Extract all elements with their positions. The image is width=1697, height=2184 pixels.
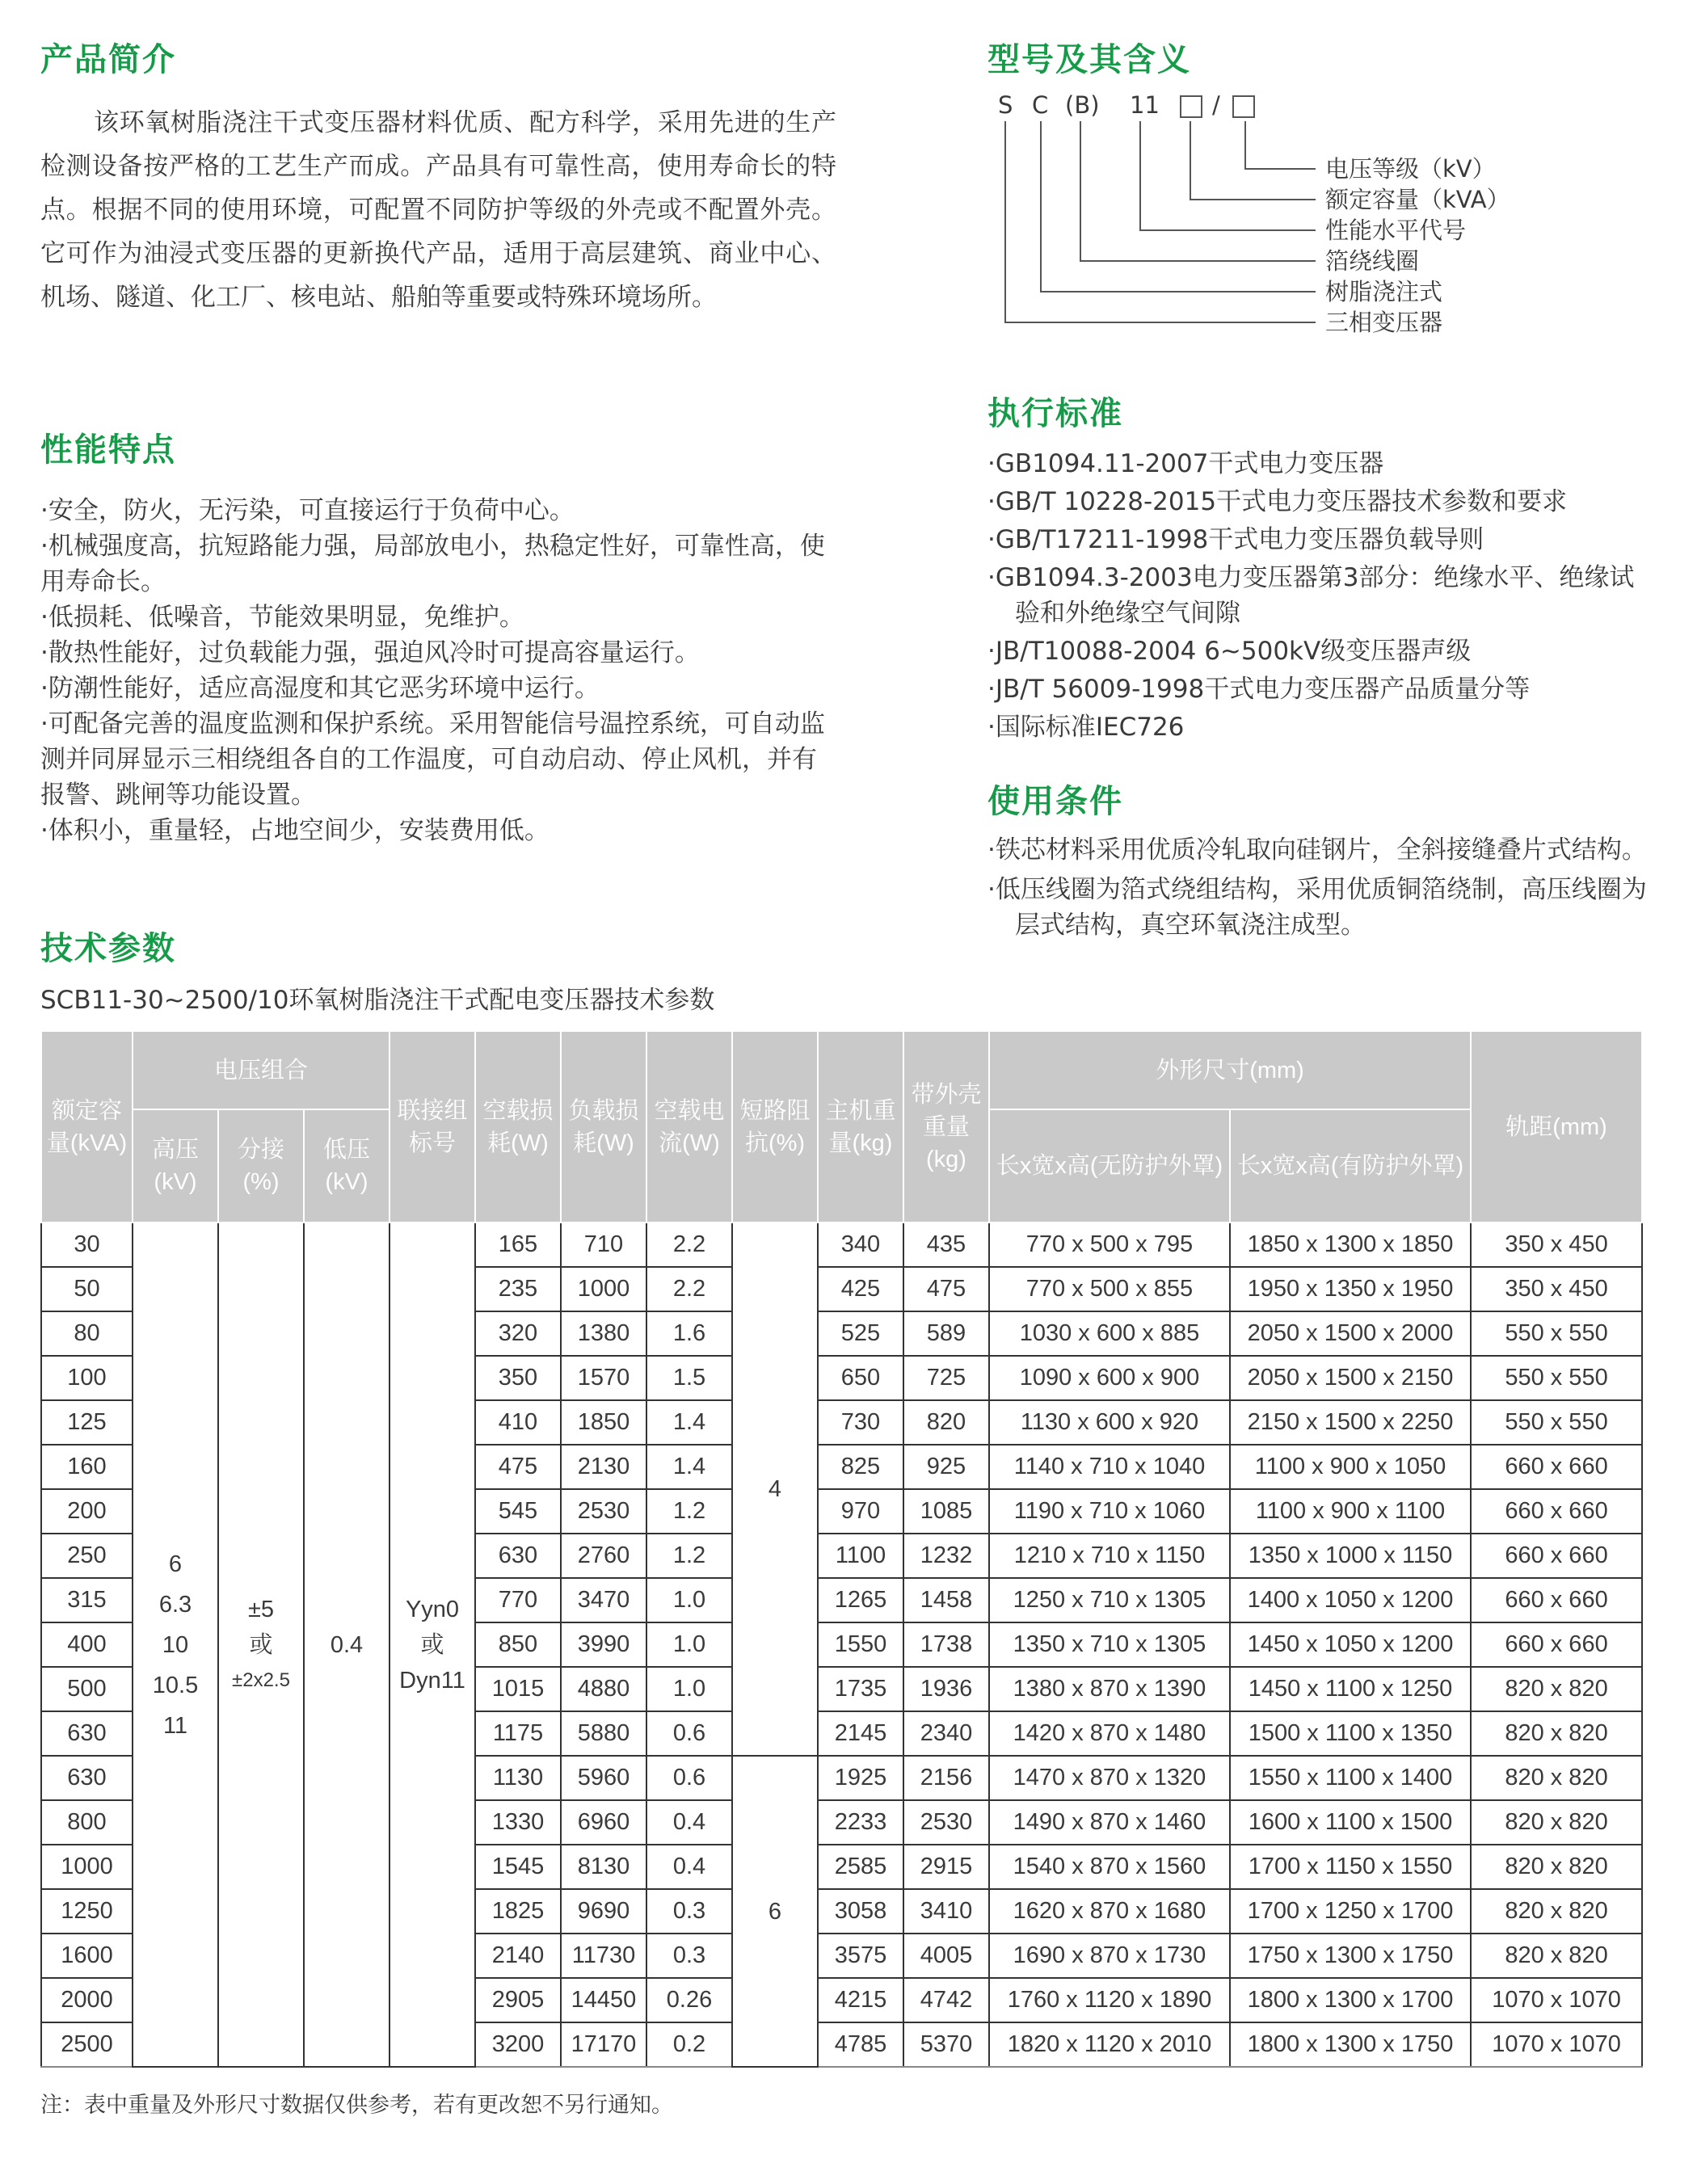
cell-shell-weight: 1936	[903, 1667, 989, 1711]
standard-item: ·GB1094.11-2007干式电力变压器	[987, 449, 1384, 478]
cell-track: 660 x 660	[1471, 1622, 1642, 1667]
model-code-b: (B)	[1065, 91, 1100, 119]
cell-dim-shell: 1100 x 900 x 1100	[1230, 1489, 1471, 1534]
model-code-slash: /	[1212, 91, 1220, 119]
cell-capacity: 250	[41, 1534, 133, 1578]
feature-item: ·低损耗、低噪音，节能效果明显，免维护。	[40, 603, 524, 632]
cell-main-weight: 2585	[818, 1845, 903, 1889]
cell-no-load-loss: 630	[475, 1534, 561, 1578]
conditions-title: 使用条件	[987, 783, 1123, 820]
cell-dim-no-shell: 1140 x 710 x 1040	[989, 1445, 1230, 1489]
cell-load-loss: 1380	[561, 1311, 646, 1356]
cell-no-load-loss: 1130	[475, 1756, 561, 1800]
standard-item: ·JB/T 56009-1998干式电力变压器产品质量分等	[987, 675, 1531, 704]
features-title: 性能特点	[40, 431, 176, 469]
cell-main-weight: 650	[818, 1356, 903, 1400]
cell-dim-no-shell: 1420 x 870 x 1480	[989, 1711, 1230, 1756]
cell-no-load-loss: 410	[475, 1400, 561, 1445]
th-no-load-loss: 空载损耗(W)	[475, 1031, 561, 1222]
cell-track: 550 x 550	[1471, 1356, 1642, 1400]
cell-dim-no-shell: 1760 x 1120 x 1890	[989, 1978, 1230, 2022]
cell-capacity: 1250	[41, 1889, 133, 1934]
standard-item: ·GB1094.3-2003电力变压器第3部分：绝缘水平、绝缘试验和外绝缘空气间隙	[987, 563, 1635, 628]
cell-no-load-loss: 1330	[475, 1800, 561, 1845]
cell-capacity: 400	[41, 1622, 133, 1667]
cell-connection-line: Yyn0	[405, 1596, 460, 1622]
cell-load-loss: 6960	[561, 1800, 646, 1845]
feature-item: ·散热性能好，过负载能力强，强迫风冷时可提高容量运行。	[40, 638, 700, 667]
cell-no-load-loss: 2905	[475, 1978, 561, 2022]
cell-load-loss: 9690	[561, 1889, 646, 1934]
cell-impedance	[732, 1222, 818, 1756]
cell-main-weight: 4215	[818, 1978, 903, 2022]
cell-shell-weight: 820	[903, 1400, 989, 1445]
standard-item: ·GB/T17211-1998干式电力变压器负载导则	[987, 525, 1484, 554]
cell-no-load-current: 1.4	[646, 1445, 732, 1489]
cell-load-loss: 14450	[561, 1978, 646, 2022]
cell-no-load-current: 0.3	[646, 1934, 732, 1978]
feature-item: ·防潮性能好，适应高湿度和其它恶劣环境中运行。	[40, 674, 600, 703]
standard-item: ·JB/T10088-2004 6~500kV级变压器声级	[987, 637, 1472, 666]
cell-capacity: 800	[41, 1800, 133, 1845]
cell-tap-line: ±2x2.5	[232, 1669, 290, 1691]
th-tap: 分接(%)	[218, 1109, 304, 1222]
model-label-resin: 树脂浇注式	[1325, 278, 1443, 305]
cell-main-weight: 1735	[818, 1667, 903, 1711]
model-bracket	[1040, 291, 1316, 292]
cell-shell-weight: 2340	[903, 1711, 989, 1756]
cell-dim-no-shell: 1030 x 600 x 885	[989, 1311, 1230, 1356]
cell-dim-shell: 1750 x 1300 x 1750	[1230, 1934, 1471, 1978]
cell-no-load-loss: 2140	[475, 1934, 561, 1978]
cell-capacity: 1000	[41, 1845, 133, 1889]
cell-main-weight: 1550	[818, 1622, 903, 1667]
cell-dim-no-shell: 1380 x 870 x 1390	[989, 1667, 1230, 1711]
cell-no-load-current: 1.0	[646, 1622, 732, 1667]
cell-dim-shell: 1500 x 1100 x 1350	[1230, 1711, 1471, 1756]
cell-shell-weight: 5370	[903, 2022, 989, 2067]
cell-dim-no-shell: 1690 x 870 x 1730	[989, 1934, 1230, 1978]
th-voltage-group: 电压组合	[133, 1031, 390, 1109]
cell-main-weight: 3575	[818, 1934, 903, 1978]
cell-shell-weight: 3410	[903, 1889, 989, 1934]
cell-no-load-current: 0.6	[646, 1711, 732, 1756]
cell-track: 820 x 820	[1471, 1711, 1642, 1756]
th-track: 轨距(mm)	[1471, 1031, 1642, 1222]
cell-no-load-current: 2.2	[646, 1222, 732, 1267]
model-bracket	[1244, 168, 1316, 170]
feature-item: ·可配备完善的温度监测和保护系统。采用智能信号温控系统，可自动监测并同屏显示三相绕组各自的工作温度，可自动启动、停止风机，并有报警、跳闸等功能设置。	[40, 709, 825, 810]
table-row	[41, 1222, 1642, 1267]
cell-track: 660 x 660	[1471, 1445, 1642, 1489]
th-lv: 低压(kV)	[304, 1109, 390, 1222]
cell-dim-shell: 1550 x 1100 x 1400	[1230, 1756, 1471, 1800]
cell-track: 820 x 820	[1471, 1889, 1642, 1934]
cell-shell-weight: 2915	[903, 1845, 989, 1889]
cell-shell-weight: 1232	[903, 1534, 989, 1578]
cell-no-load-current: 0.26	[646, 1978, 732, 2022]
cell-shell-weight: 475	[903, 1267, 989, 1311]
model-label-capacity: 额定容量（kVA）	[1325, 186, 1510, 213]
th-hv: 高压(kV)	[133, 1109, 218, 1222]
cell-track: 820 x 820	[1471, 1756, 1642, 1800]
cell-lv	[304, 1222, 390, 2067]
cell-shell-weight: 589	[903, 1311, 989, 1356]
model-code-c: C	[1032, 91, 1049, 119]
th-dim-shell: 长x宽x高(有防护外罩)	[1230, 1109, 1471, 1222]
model-code-11: 11	[1130, 91, 1160, 119]
cell-hv-line: 10	[162, 1631, 189, 1658]
cell-capacity: 1600	[41, 1934, 133, 1978]
th-dimensions: 外形尺寸(mm)	[989, 1031, 1471, 1109]
th-connection: 联接组标号	[390, 1031, 475, 1222]
cell-capacity: 2000	[41, 1978, 133, 2022]
cell-shell-weight: 925	[903, 1445, 989, 1489]
model-bracket	[1040, 121, 1042, 292]
cell-track: 550 x 550	[1471, 1311, 1642, 1356]
table-note: 注：表中重量及外形尺寸数据仅供参考，若有更改恕不另行通知。	[40, 2093, 673, 2118]
model-label-foil: 箔绕线圈	[1325, 247, 1420, 275]
cell-impedance-line: 6	[768, 1898, 782, 1925]
cell-shell-weight: 2530	[903, 1800, 989, 1845]
cell-load-loss: 710	[561, 1222, 646, 1267]
cell-dim-no-shell: 1090 x 600 x 900	[989, 1356, 1230, 1400]
conditions-list	[987, 832, 1650, 947]
cell-dim-no-shell: 1190 x 710 x 1060	[989, 1489, 1230, 1534]
cell-hv-line: 6.3	[158, 1591, 192, 1618]
cell-dim-shell: 1800 x 1300 x 1750	[1230, 2022, 1471, 2067]
model-bracket	[1190, 121, 1191, 200]
cell-track: 550 x 550	[1471, 1400, 1642, 1445]
cell-load-loss: 1000	[561, 1267, 646, 1311]
model-bracket	[1004, 322, 1316, 323]
cell-main-weight: 4785	[818, 2022, 903, 2067]
cell-dim-shell: 1450 x 1050 x 1200	[1230, 1622, 1471, 1667]
cell-dim-shell: 1450 x 1100 x 1250	[1230, 1667, 1471, 1711]
th-no-load-current: 空载电流(W)	[646, 1031, 732, 1222]
cell-connection-line: 或	[420, 1631, 444, 1658]
cell-capacity: 200	[41, 1489, 133, 1534]
model-bracket	[1080, 121, 1081, 262]
cell-track: 1070 x 1070	[1471, 1978, 1642, 2022]
cell-load-loss: 3990	[561, 1622, 646, 1667]
cell-dim-shell: 2050 x 1500 x 2000	[1230, 1311, 1471, 1356]
cell-load-loss: 1570	[561, 1356, 646, 1400]
spec-table	[40, 1030, 1643, 2068]
cell-dim-no-shell: 1250 x 710 x 1305	[989, 1578, 1230, 1622]
th-load-loss: 负载损耗(W)	[561, 1031, 646, 1222]
cell-no-load-current: 1.4	[646, 1400, 732, 1445]
model-bracket	[1190, 199, 1316, 200]
intro-body: 该环氧树脂浇注干式变压器材料优质、配方科学，采用先进的生产检测设备按严格的工艺生产而成。产品具有可靠性高，使用寿命长的特点。根据不同的使用环境，可配置不同防护等级的外壳或不配置外壳。它可作为油浸式变压器的更新换代产品，适用于高层建筑、商业中心、机场、隧道、化工厂、核电站、船舶等重要或特殊环境场所。	[40, 108, 836, 312]
cell-no-load-current: 1.0	[646, 1667, 732, 1711]
cell-capacity: 630	[41, 1711, 133, 1756]
cell-dim-shell: 1700 x 1150 x 1550	[1230, 1845, 1471, 1889]
cell-no-load-loss: 1175	[475, 1711, 561, 1756]
cell-no-load-current: 0.6	[646, 1756, 732, 1800]
cell-main-weight: 2145	[818, 1711, 903, 1756]
cell-no-load-loss: 3200	[475, 2022, 561, 2067]
cell-dim-shell: 1350 x 1000 x 1150	[1230, 1534, 1471, 1578]
th-dim-no-shell: 长x宽x高(无防护外罩)	[989, 1109, 1230, 1222]
cell-load-loss: 4880	[561, 1667, 646, 1711]
cell-shell-weight: 4742	[903, 1978, 989, 2022]
cell-dim-no-shell: 1350 x 710 x 1305	[989, 1622, 1230, 1667]
cell-dim-shell: 1400 x 1050 x 1200	[1230, 1578, 1471, 1622]
intro-title: 产品简介	[40, 41, 176, 78]
standards-title: 执行标准	[987, 395, 1123, 432]
cell-capacity: 125	[41, 1400, 133, 1445]
cell-no-load-current: 0.4	[646, 1845, 732, 1889]
features-list	[40, 493, 840, 848]
cell-track: 820 x 820	[1471, 1934, 1642, 1978]
cell-no-load-loss: 850	[475, 1622, 561, 1667]
cell-track: 350 x 450	[1471, 1267, 1642, 1311]
cell-no-load-loss: 320	[475, 1311, 561, 1356]
cell-load-loss: 8130	[561, 1845, 646, 1889]
cell-track: 820 x 820	[1471, 1667, 1642, 1711]
cell-tap-line: ±5	[247, 1596, 275, 1622]
cell-capacity: 630	[41, 1756, 133, 1800]
cell-no-load-loss: 1825	[475, 1889, 561, 1934]
cell-no-load-loss: 165	[475, 1222, 561, 1267]
cell-dim-no-shell: 1820 x 1120 x 2010	[989, 2022, 1230, 2067]
cell-dim-shell: 1700 x 1250 x 1700	[1230, 1889, 1471, 1934]
cell-load-loss: 11730	[561, 1934, 646, 1978]
cell-track: 820 x 820	[1471, 1845, 1642, 1889]
cell-no-load-current: 0.2	[646, 2022, 732, 2067]
model-label-voltage: 电压等级（kV）	[1325, 155, 1496, 183]
cell-capacity: 160	[41, 1445, 133, 1489]
model-bracket	[1139, 229, 1316, 231]
model-code-s: S	[998, 91, 1013, 119]
cell-dim-no-shell: 770 x 500 x 795	[989, 1222, 1230, 1267]
cell-capacity: 2500	[41, 2022, 133, 2067]
cell-main-weight: 340	[818, 1222, 903, 1267]
model-bracket	[1244, 121, 1246, 170]
cell-no-load-current: 1.2	[646, 1534, 732, 1578]
cell-dim-no-shell: 1470 x 870 x 1320	[989, 1756, 1230, 1800]
cell-capacity: 100	[41, 1356, 133, 1400]
cell-no-load-loss: 545	[475, 1489, 561, 1534]
cell-main-weight: 730	[818, 1400, 903, 1445]
cell-connection-line: Dyn11	[399, 1667, 465, 1694]
cell-main-weight: 3058	[818, 1889, 903, 1934]
cell-track: 660 x 660	[1471, 1578, 1642, 1622]
cell-no-load-current: 0.3	[646, 1889, 732, 1934]
cell-main-weight: 970	[818, 1489, 903, 1534]
cell-dim-shell: 1100 x 900 x 1050	[1230, 1445, 1471, 1489]
cell-track: 660 x 660	[1471, 1534, 1642, 1578]
cell-load-loss: 5880	[561, 1711, 646, 1756]
cell-load-loss: 17170	[561, 2022, 646, 2067]
feature-item: ·安全，防火，无污染，可直接运行于负荷中心。	[40, 496, 575, 525]
cell-track: 350 x 450	[1471, 1222, 1642, 1267]
cell-no-load-loss: 235	[475, 1267, 561, 1311]
cell-lv-line: 0.4	[330, 1631, 364, 1658]
cell-dim-no-shell: 1540 x 870 x 1560	[989, 1845, 1230, 1889]
cell-no-load-current: 1.5	[646, 1356, 732, 1400]
standard-item: ·GB/T 10228-2015干式电力变压器技术参数和要求	[987, 487, 1568, 516]
cell-no-load-loss: 770	[475, 1578, 561, 1622]
cell-hv-line: 10.5	[152, 1672, 199, 1698]
cell-track: 660 x 660	[1471, 1489, 1642, 1534]
cell-tap	[218, 1222, 304, 2067]
tech-title: 技术参数	[40, 930, 176, 967]
condition-item: ·低压线圈为箔式绕组结构，采用优质铜箔绕制，高压线圈为层式结构，真空环氧浇注成型。	[987, 875, 1647, 940]
cell-hv-line: 11	[162, 1712, 188, 1739]
cell-load-loss: 2760	[561, 1534, 646, 1578]
cell-dim-no-shell: 770 x 500 x 855	[989, 1267, 1230, 1311]
feature-item: ·体积小，重量轻，占地空间少，安装费用低。	[40, 816, 550, 845]
cell-impedance-line: 4	[768, 1476, 782, 1502]
cell-track: 1070 x 1070	[1471, 2022, 1642, 2067]
model-box-voltage	[1232, 94, 1255, 121]
cell-load-loss: 2130	[561, 1445, 646, 1489]
cell-dim-shell: 1950 x 1350 x 1950	[1230, 1267, 1471, 1311]
model-bracket	[1004, 121, 1006, 323]
model-bracket	[1139, 121, 1141, 231]
cell-main-weight: 2233	[818, 1800, 903, 1845]
cell-connection	[390, 1222, 475, 2067]
cell-dim-shell: 1600 x 1100 x 1500	[1230, 1800, 1471, 1845]
cell-no-load-loss: 1015	[475, 1667, 561, 1711]
cell-main-weight: 525	[818, 1311, 903, 1356]
cell-tap-line: 或	[249, 1631, 273, 1658]
cell-capacity: 80	[41, 1311, 133, 1356]
th-capacity: 额定容量(kVA)	[41, 1031, 133, 1222]
cell-dim-no-shell: 1490 x 870 x 1460	[989, 1800, 1230, 1845]
standard-item: ·国际标准IEC726	[987, 713, 1185, 742]
cell-shell-weight: 1738	[903, 1622, 989, 1667]
th-main-weight: 主机重量(kg)	[818, 1031, 903, 1222]
model-box-capacity	[1180, 94, 1202, 121]
cell-no-load-current: 2.2	[646, 1267, 732, 1311]
cell-no-load-loss: 350	[475, 1356, 561, 1400]
cell-capacity: 50	[41, 1267, 133, 1311]
cell-dim-no-shell: 1130 x 600 x 920	[989, 1400, 1230, 1445]
tech-subtitle: SCB11-30~2500/10环氧树脂浇注干式配电变压器技术参数	[40, 986, 715, 1015]
cell-no-load-loss: 1545	[475, 1845, 561, 1889]
cell-main-weight: 1100	[818, 1534, 903, 1578]
condition-item: ·铁芯材料采用优质冷轧取向硅钢片，全斜接缝叠片式结构。	[987, 835, 1647, 865]
th-impedance: 短路阻抗(%)	[732, 1031, 818, 1222]
cell-main-weight: 1925	[818, 1756, 903, 1800]
cell-dim-shell: 2150 x 1500 x 2250	[1230, 1400, 1471, 1445]
cell-main-weight: 425	[818, 1267, 903, 1311]
cell-hv-line: 6	[168, 1551, 183, 1577]
cell-shell-weight: 1458	[903, 1578, 989, 1622]
cell-dim-shell: 1850 x 1300 x 1850	[1230, 1222, 1471, 1267]
cell-capacity: 500	[41, 1667, 133, 1711]
th-shell-weight: 带外壳重量(kg)	[903, 1031, 989, 1222]
cell-no-load-current: 1.2	[646, 1489, 732, 1534]
model-label-three-phase: 三相变压器	[1325, 309, 1443, 336]
cell-impedance	[732, 1756, 818, 2067]
cell-capacity: 30	[41, 1222, 133, 1267]
cell-dim-shell: 2050 x 1500 x 2150	[1230, 1356, 1471, 1400]
cell-dim-no-shell: 1620 x 870 x 1680	[989, 1889, 1230, 1934]
cell-load-loss: 3470	[561, 1578, 646, 1622]
cell-no-load-current: 0.4	[646, 1800, 732, 1845]
feature-item: ·机械强度高，抗短路能力强，局部放电小，热稳定性好，可靠性高，使用寿命长。	[40, 532, 825, 596]
standards-list	[987, 446, 1650, 747]
cell-main-weight: 825	[818, 1445, 903, 1489]
cell-no-load-loss: 475	[475, 1445, 561, 1489]
cell-load-loss: 2530	[561, 1489, 646, 1534]
cell-shell-weight: 725	[903, 1356, 989, 1400]
cell-shell-weight: 435	[903, 1222, 989, 1267]
cell-no-load-current: 1.6	[646, 1311, 732, 1356]
cell-main-weight: 1265	[818, 1578, 903, 1622]
cell-shell-weight: 2156	[903, 1756, 989, 1800]
cell-load-loss: 1850	[561, 1400, 646, 1445]
cell-track: 820 x 820	[1471, 1800, 1642, 1845]
cell-shell-weight: 4005	[903, 1934, 989, 1978]
model-bracket	[1080, 260, 1316, 262]
model-title: 型号及其含义	[987, 41, 1191, 78]
cell-load-loss: 5960	[561, 1756, 646, 1800]
cell-hv	[133, 1222, 218, 2067]
model-label-performance: 性能水平代号	[1325, 217, 1467, 244]
cell-dim-no-shell: 1210 x 710 x 1150	[989, 1534, 1230, 1578]
cell-dim-shell: 1800 x 1300 x 1700	[1230, 1978, 1471, 2022]
cell-shell-weight: 1085	[903, 1489, 989, 1534]
cell-capacity: 315	[41, 1578, 133, 1622]
cell-no-load-current: 1.0	[646, 1578, 732, 1622]
